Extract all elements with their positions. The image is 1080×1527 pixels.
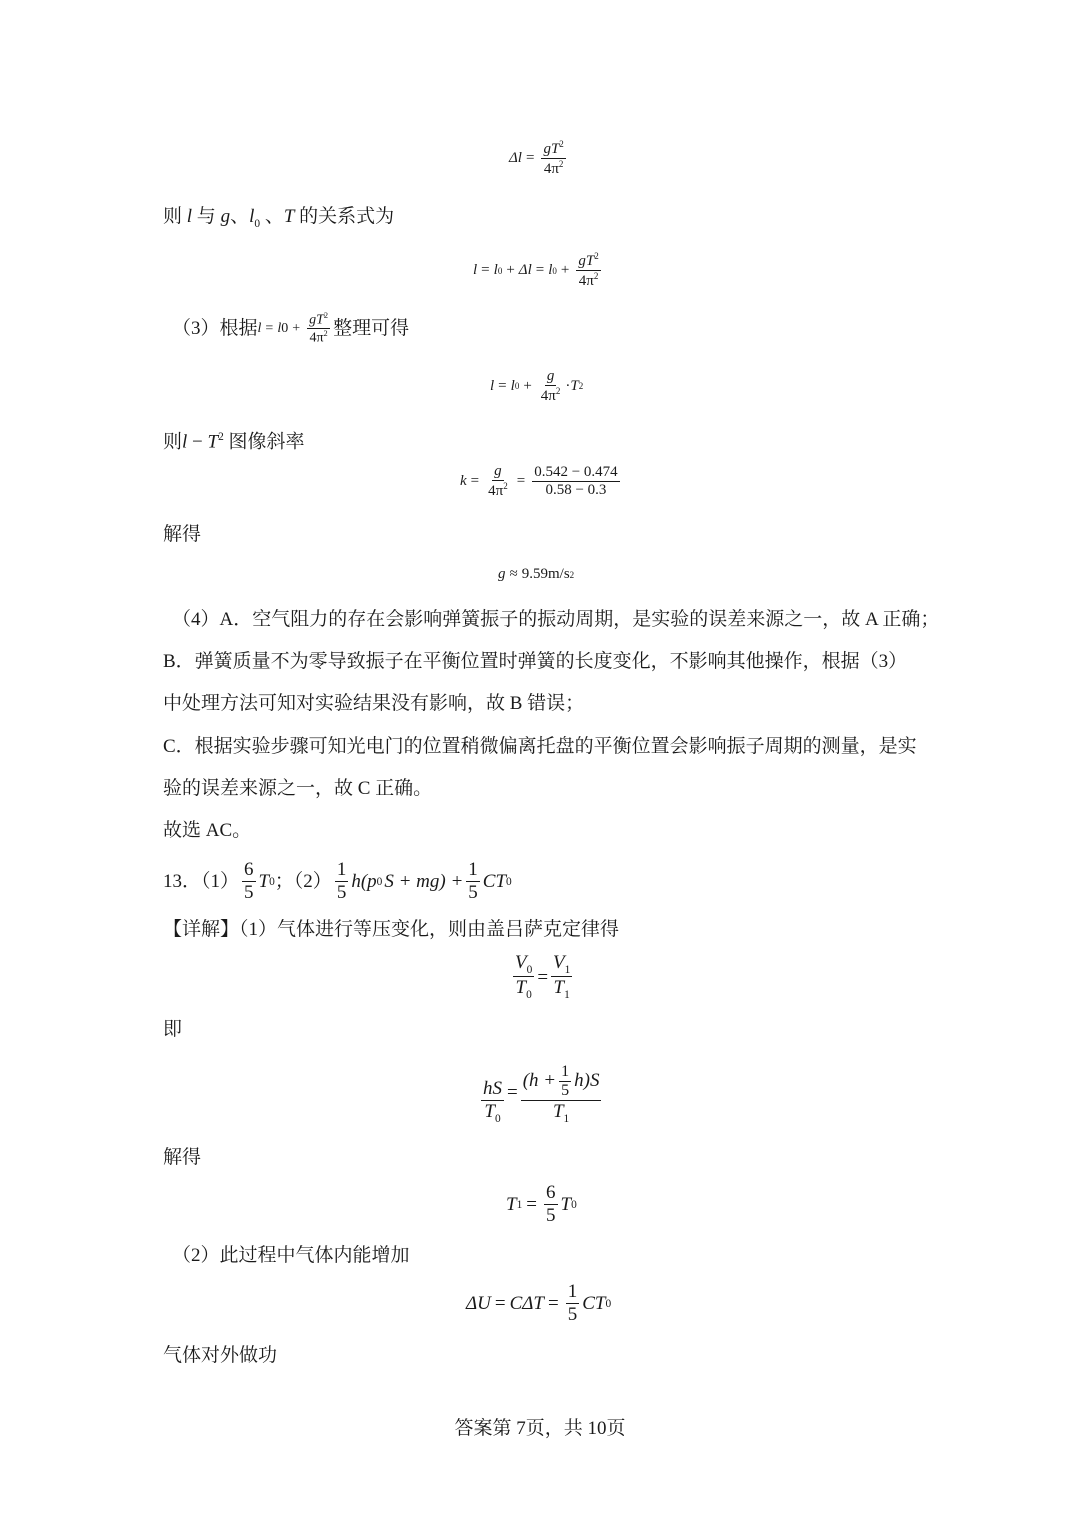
sub: 1 bbox=[564, 963, 571, 976]
fraction bbox=[481, 1079, 504, 1126]
var-l0: l bbox=[249, 206, 255, 227]
equation-t1-result bbox=[506, 1183, 577, 1227]
sub: 0 bbox=[552, 265, 557, 276]
numerator bbox=[513, 953, 534, 977]
var: CΔT bbox=[509, 1292, 544, 1314]
var: l bbox=[490, 377, 495, 394]
denominator bbox=[577, 271, 601, 290]
t: 13．（1） bbox=[163, 870, 240, 892]
var: l bbox=[277, 320, 282, 336]
den-text: 4π bbox=[309, 330, 324, 346]
step4-c-1: C．根据实验步骤可知光电门的位置稍微偏离托盘的平衡位置会影响振子周期的测量，是实 bbox=[163, 736, 917, 757]
fraction bbox=[335, 860, 349, 904]
eq-lhs: Δl bbox=[509, 150, 522, 167]
var: T bbox=[506, 1193, 517, 1215]
expr: S + mg) + bbox=[384, 870, 464, 892]
op: = bbox=[481, 262, 490, 279]
var: CT bbox=[582, 1292, 606, 1314]
t: 则 bbox=[163, 206, 187, 227]
den-text: 4π bbox=[543, 160, 559, 177]
sub: 0 bbox=[281, 320, 289, 336]
sub: 0 bbox=[506, 875, 512, 888]
denominator bbox=[552, 977, 572, 1002]
t: （3）根据 bbox=[172, 317, 258, 339]
fraction bbox=[551, 953, 572, 1002]
part2-intro: （2）此过程中气体内能增加 bbox=[172, 1245, 410, 1266]
relation-intro bbox=[163, 205, 394, 236]
var: l bbox=[493, 262, 498, 279]
t: V bbox=[515, 952, 527, 973]
t: 、 bbox=[260, 206, 284, 227]
numerator bbox=[307, 311, 330, 329]
den-text: 4π bbox=[578, 272, 594, 289]
slope-intro bbox=[163, 425, 305, 454]
num-text: gT bbox=[309, 312, 324, 328]
equation-delta-u bbox=[466, 1282, 611, 1326]
t: 的关系式为 bbox=[294, 206, 395, 227]
sup: 2 bbox=[218, 431, 224, 443]
denominator bbox=[542, 159, 566, 178]
denominator bbox=[482, 1101, 502, 1126]
var: l bbox=[548, 262, 553, 279]
var-l: l bbox=[186, 206, 193, 227]
fraction bbox=[532, 464, 619, 499]
numerator: 6 bbox=[244, 859, 254, 880]
fraction bbox=[486, 463, 510, 500]
denominator: 5 bbox=[336, 881, 347, 903]
numerator bbox=[576, 252, 600, 271]
t: T bbox=[553, 977, 565, 999]
numerator: 1 bbox=[567, 1281, 578, 1302]
t: 与 bbox=[192, 206, 221, 227]
page-footer: 答案第 7页，共 10页 bbox=[454, 1418, 626, 1439]
step4-c-2: 验的误差来源之一，故 C 正确。 bbox=[163, 778, 433, 799]
var: l bbox=[510, 377, 515, 394]
step3-intro bbox=[172, 311, 409, 347]
sup: 2 bbox=[594, 251, 599, 261]
t: T bbox=[515, 977, 527, 999]
denominator: 5 bbox=[567, 1303, 578, 1325]
t: 、 bbox=[230, 206, 250, 227]
solve-label-2: 解得 bbox=[163, 1147, 202, 1168]
numerator: 0.542 − 0.474 bbox=[534, 464, 618, 480]
op: = bbox=[535, 262, 545, 279]
var: l bbox=[473, 262, 478, 279]
fraction bbox=[513, 953, 534, 1002]
op: = bbox=[470, 472, 480, 489]
op: + bbox=[523, 377, 532, 394]
t: h)S bbox=[574, 1070, 600, 1092]
num-text: gT bbox=[543, 141, 560, 157]
fraction bbox=[242, 860, 256, 904]
denominator bbox=[307, 329, 329, 347]
denominator bbox=[539, 386, 563, 405]
fraction bbox=[576, 252, 600, 290]
op: · bbox=[565, 377, 571, 394]
t: (h + bbox=[522, 1070, 557, 1092]
numerator: hS bbox=[483, 1078, 502, 1100]
sub: 0 bbox=[526, 989, 532, 1002]
t: 则 bbox=[163, 431, 183, 453]
inner-fraction bbox=[559, 1063, 571, 1100]
equation-gay-lussac bbox=[510, 953, 575, 1002]
op: = bbox=[507, 1081, 518, 1103]
equation-slope bbox=[460, 463, 623, 500]
num-text: gT bbox=[578, 253, 595, 269]
op: = bbox=[548, 1292, 559, 1314]
fraction bbox=[521, 1063, 602, 1126]
numerator: 1 bbox=[336, 859, 347, 880]
t: T bbox=[484, 1100, 495, 1122]
fraction bbox=[466, 860, 480, 904]
equation-l-rearranged bbox=[490, 368, 583, 405]
op: + bbox=[560, 262, 570, 279]
op: = bbox=[494, 1292, 506, 1314]
t: T bbox=[552, 1100, 564, 1122]
op: = bbox=[537, 966, 549, 988]
op: ≈ bbox=[509, 566, 518, 582]
numerator bbox=[521, 1063, 602, 1101]
sup: 2 bbox=[323, 311, 329, 320]
den-text: 4π bbox=[540, 387, 556, 404]
op: = bbox=[526, 1193, 537, 1215]
denominator bbox=[514, 977, 534, 1002]
sub: 0 bbox=[571, 1198, 577, 1211]
var: l bbox=[257, 320, 262, 336]
den-text: 4π bbox=[488, 482, 504, 499]
t: 整理可得 bbox=[333, 317, 410, 339]
work-intro: 气体对外做功 bbox=[163, 1345, 278, 1366]
var-g: g bbox=[220, 206, 231, 227]
var: ΔU bbox=[466, 1292, 491, 1314]
expr: h(p bbox=[351, 870, 377, 892]
numerator bbox=[551, 953, 572, 977]
t: 图像斜率 bbox=[223, 431, 305, 453]
sup: 2 bbox=[569, 569, 575, 580]
sub: 1 bbox=[564, 989, 570, 1002]
sub: 0 bbox=[269, 875, 275, 888]
numerator: 6 bbox=[546, 1182, 556, 1203]
sub: 1 bbox=[563, 1112, 570, 1125]
op: + bbox=[506, 262, 515, 279]
var: k bbox=[460, 472, 467, 489]
fraction bbox=[539, 368, 563, 405]
numerator: 1 bbox=[468, 859, 478, 880]
step4-a: （4）A．空气阻力的存在会影响弹簧振子的振动周期，是实验的误差来源之一，故 A 正确； bbox=[172, 609, 940, 630]
var: g bbox=[498, 566, 506, 582]
denominator bbox=[551, 1101, 571, 1126]
op: = bbox=[265, 320, 274, 336]
sub: 0 bbox=[526, 963, 533, 976]
sub: 0 bbox=[376, 875, 383, 888]
numerator: 1 bbox=[561, 1063, 570, 1080]
fraction bbox=[544, 1183, 558, 1227]
sub: 0 bbox=[514, 381, 520, 392]
var: T bbox=[570, 377, 579, 394]
num-sup: 2 bbox=[559, 139, 564, 149]
op: = bbox=[516, 472, 526, 489]
step4-b-1: B．弹簧质量不为零导致振子在平衡位置时弹簧的长度变化，不影响其他操作，根据（3） bbox=[163, 651, 908, 672]
var: l bbox=[182, 431, 188, 453]
t: ；（2） bbox=[274, 870, 332, 892]
numerator: g bbox=[546, 368, 555, 384]
sub: 0 bbox=[494, 1112, 501, 1125]
numerator: g bbox=[494, 463, 502, 479]
var: T bbox=[207, 431, 219, 453]
denominator: 5 bbox=[561, 1081, 570, 1099]
equation-hs-ratio bbox=[478, 1063, 604, 1126]
fraction bbox=[566, 1282, 580, 1326]
step4-b-2: 中处理方法可知对实验结果没有影响，故 B 错误； bbox=[163, 693, 585, 714]
sup: 2 bbox=[593, 270, 599, 281]
equation-delta-l bbox=[509, 140, 569, 178]
equation-g-result bbox=[498, 566, 574, 583]
denominator: 5 bbox=[468, 881, 478, 903]
sup: 2 bbox=[578, 381, 584, 392]
denominator bbox=[486, 481, 510, 500]
t: V bbox=[553, 952, 565, 973]
detail-intro: 【详解】（1）气体进行等压变化，则由盖吕萨克定律得 bbox=[163, 919, 620, 940]
sub: 0 bbox=[497, 265, 503, 276]
fraction bbox=[541, 140, 565, 178]
fraction bbox=[307, 311, 330, 347]
denominator: 5 bbox=[244, 881, 254, 903]
op: = bbox=[498, 377, 507, 394]
sub: 1 bbox=[516, 1198, 523, 1211]
sub: 0 bbox=[254, 217, 261, 230]
var: T bbox=[258, 870, 270, 892]
sup: 2 bbox=[323, 329, 328, 339]
var: Δl bbox=[518, 262, 532, 279]
var: T bbox=[560, 1193, 572, 1215]
choice-answer: 故选 AC。 bbox=[163, 820, 252, 841]
eq-sign: = bbox=[525, 150, 535, 167]
sup: 2 bbox=[503, 480, 508, 491]
value: 9.59m/s bbox=[521, 566, 570, 582]
q13-answer bbox=[163, 860, 512, 904]
op: + bbox=[292, 320, 301, 336]
denominator: 5 bbox=[546, 1204, 556, 1226]
var-T: T bbox=[283, 206, 295, 227]
sup: 2 bbox=[555, 385, 561, 396]
numerator bbox=[541, 140, 565, 159]
ji-label: 即 bbox=[163, 1019, 183, 1040]
op: − bbox=[187, 431, 208, 453]
var: CT bbox=[482, 870, 507, 892]
denominator: 0.58 − 0.3 bbox=[545, 481, 607, 498]
sub: 0 bbox=[605, 1297, 612, 1310]
den-sup: 2 bbox=[558, 158, 564, 169]
equation-l-full bbox=[473, 252, 604, 290]
solve-label-1: 解得 bbox=[163, 524, 202, 545]
